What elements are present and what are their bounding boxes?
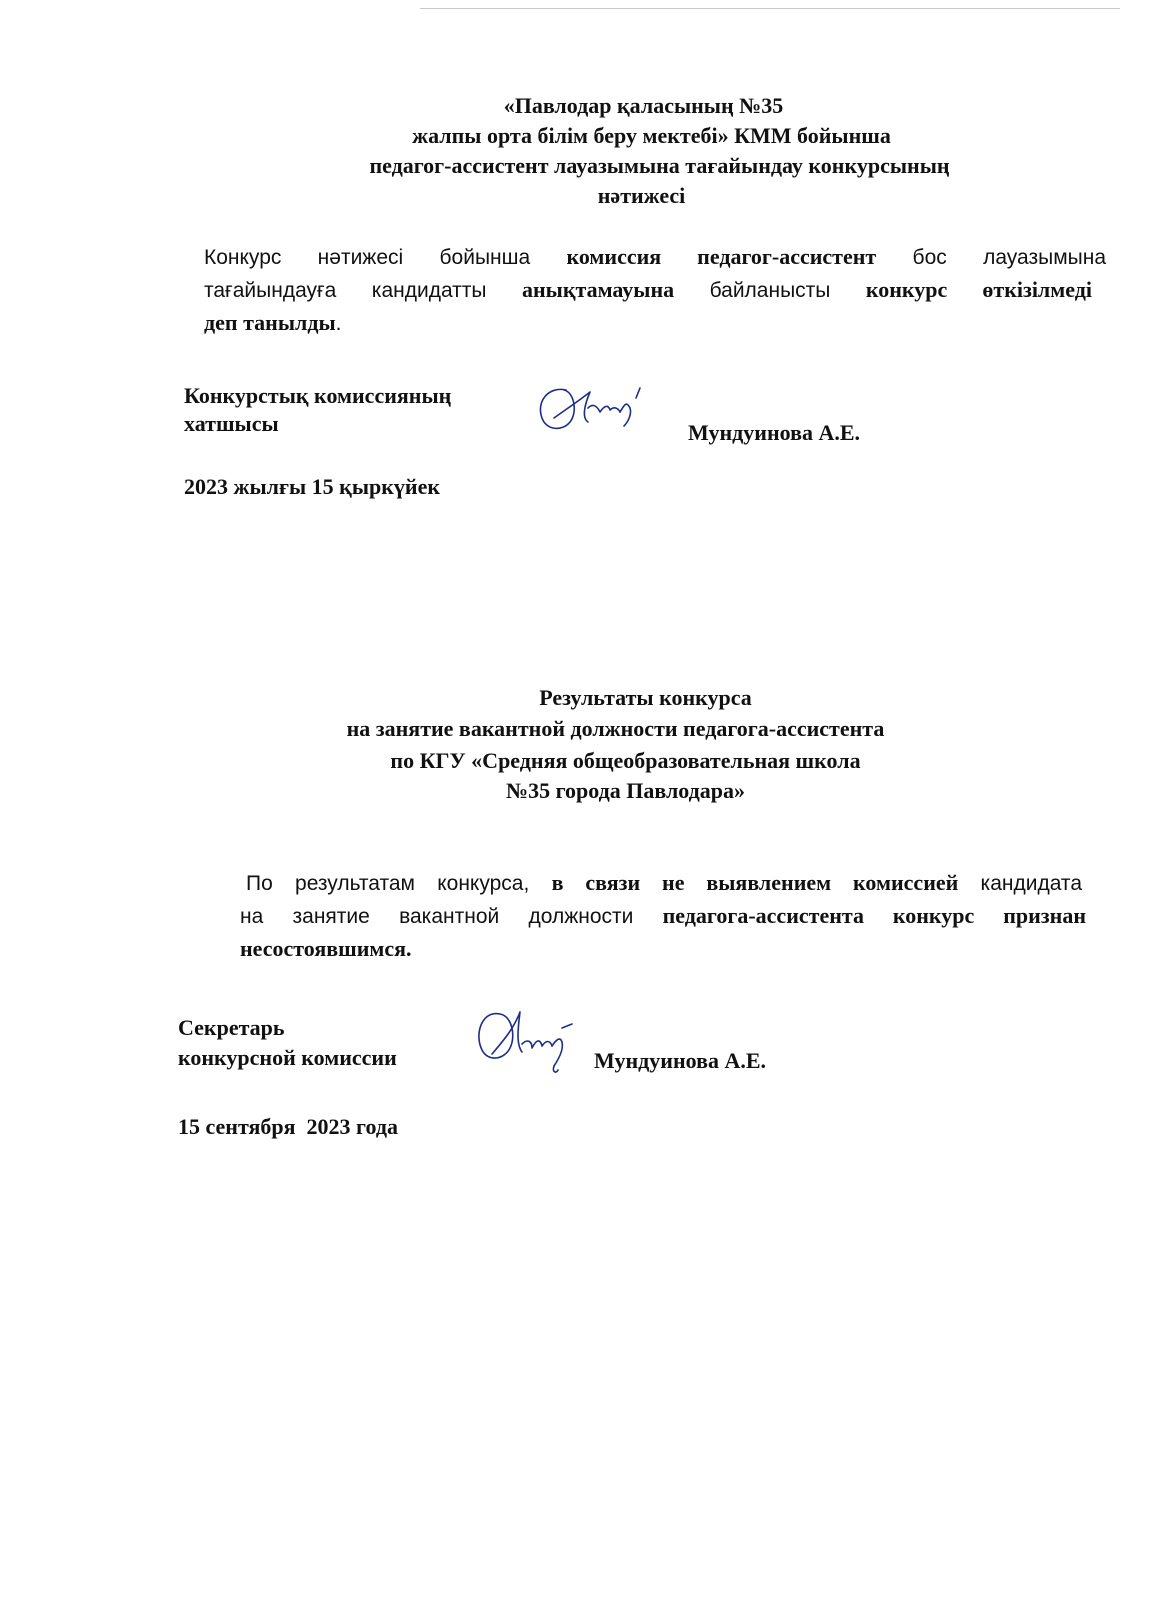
ru-signer-name: Мундуинова А.Е. xyxy=(594,1048,767,1073)
kz-title-line-4: нәтижесі xyxy=(597,183,686,208)
ru-date: 15 сентября 2023 года xyxy=(178,1114,398,1139)
ru-title-line-3: по КГУ «Средняя общеобразовательная школа xyxy=(390,748,861,773)
kz-signer-label: Конкурстық комиссияның хатшысы xyxy=(184,383,452,436)
ru-title-line-2: на занятие вакантной должности педагога-ассистента xyxy=(346,716,885,741)
scan-edge-line xyxy=(420,8,1120,9)
ru-result-paragraph: По результатам конкурса, в связи не выявлением комиссией кандидата на занятие вакантной должности педагога-ассистента конкурс признан несостоявшимся. xyxy=(240,870,1086,961)
kz-result-paragraph: Конкурс нәтижесі бойынша комиссия педагог-ассистент бос лауазымына тағайындауға кандидатты анықтамауына байланысты конкурс өткізілмеді деп танылды. xyxy=(204,244,1107,335)
kz-title-line-2: жалпы орта білім беру мектебі» КММ бойынша xyxy=(412,123,891,148)
kz-date: 2023 жылғы 15 қыркүйек xyxy=(184,474,441,499)
kz-title-line-1: «Павлодар қаласының №35 xyxy=(503,93,784,118)
ru-signature-image xyxy=(470,1000,580,1078)
kz-signature-image xyxy=(528,378,658,440)
ru-title-line-1: Результаты конкурса xyxy=(539,685,752,710)
kz-signer-name: Мундуинова А.Е. xyxy=(688,420,861,445)
ru-signer-label: Секретарь конкурсной комиссии xyxy=(178,1015,397,1070)
ru-title-line-4: №35 города Павлодара» xyxy=(505,778,746,803)
kz-title-line-3: педагог-ассистент лауазымына тағайындау конкурсының xyxy=(369,153,950,178)
